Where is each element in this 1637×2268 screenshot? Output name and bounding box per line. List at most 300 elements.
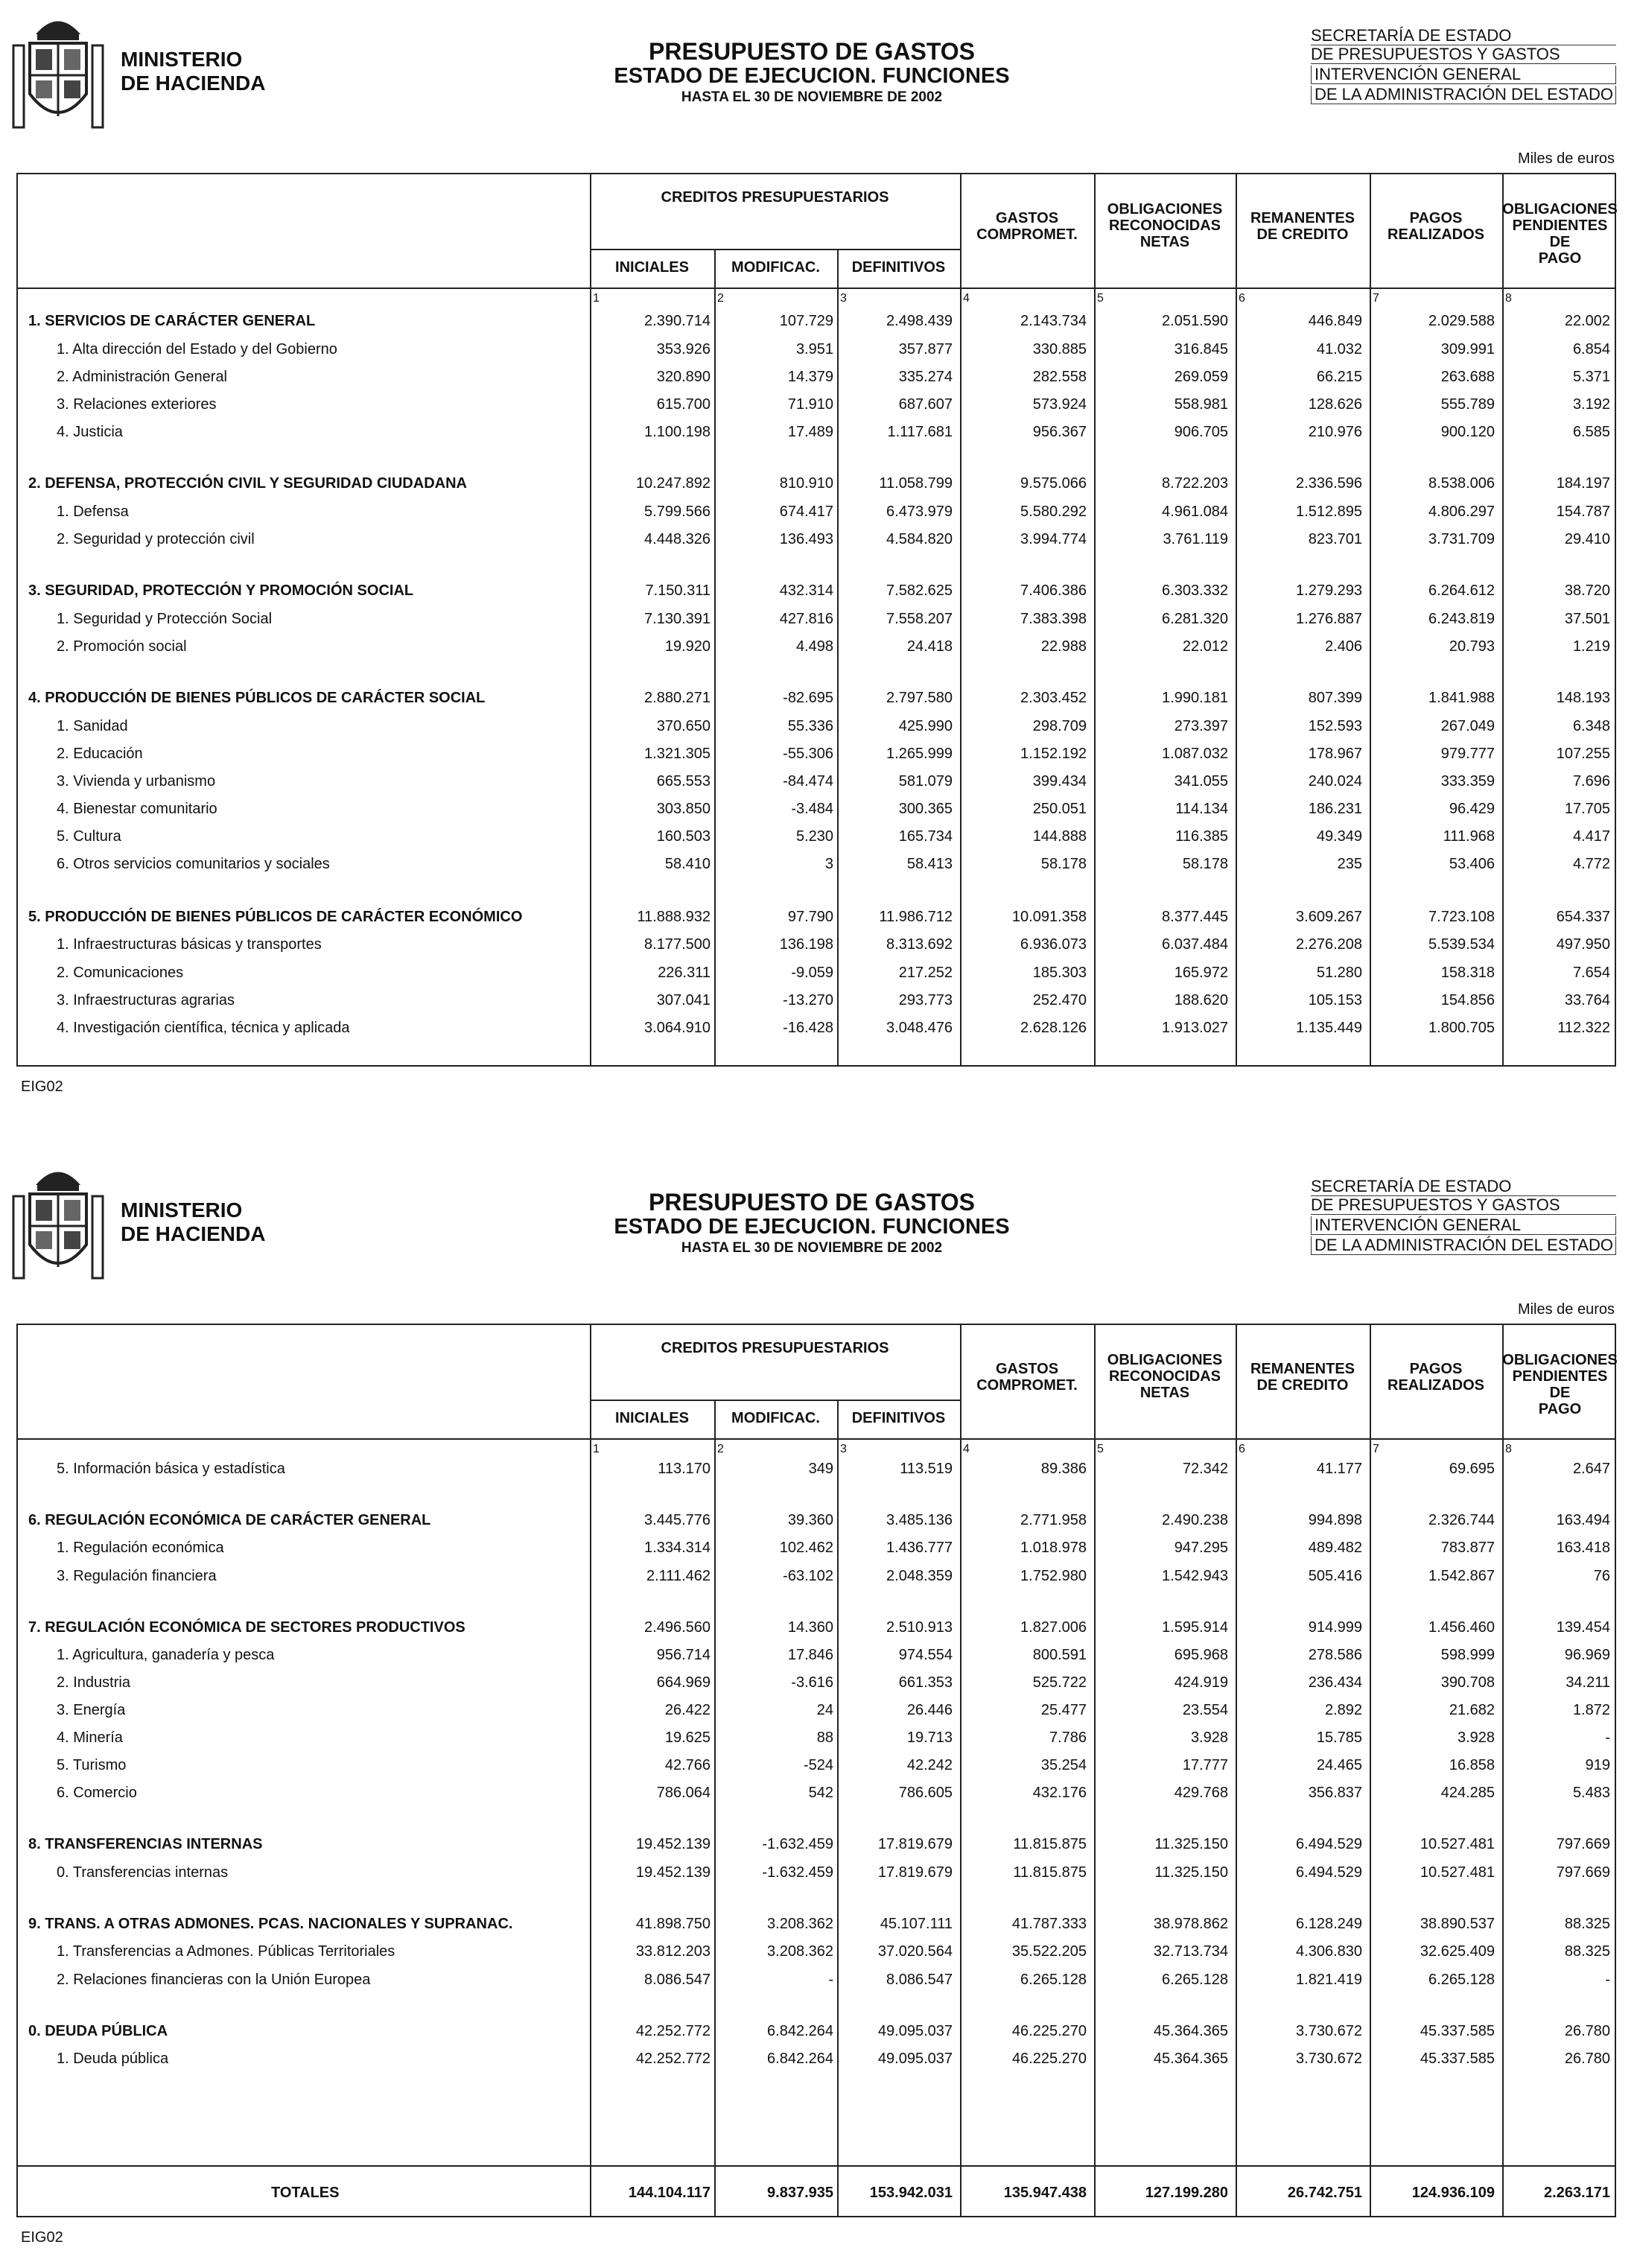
cell-value: 6.842.264 bbox=[767, 2023, 833, 2039]
cell-value: 6.842.264 bbox=[767, 2051, 833, 2067]
cell-value: 96.429 bbox=[1449, 801, 1495, 817]
header-modificac: MODIFICAC. bbox=[731, 1410, 820, 1426]
table-group-row bbox=[18, 1911, 1618, 1937]
cell-value: 282.558 bbox=[1032, 369, 1087, 385]
page-2 bbox=[0, 1151, 1637, 2268]
table-row bbox=[18, 741, 1618, 766]
cell-value: 3 bbox=[824, 856, 833, 872]
cell-value: 316.845 bbox=[1174, 341, 1228, 358]
cell-value: 4.961.084 bbox=[1162, 504, 1228, 520]
cell-value: 3.761.119 bbox=[1163, 531, 1228, 547]
cell-value: 1.135.449 bbox=[1296, 1020, 1362, 1036]
cell-value: 7.654 bbox=[1572, 965, 1610, 981]
cell-value: 6.854 bbox=[1572, 341, 1610, 358]
ministry-name: MINISTERIO DE HACIENDA bbox=[121, 1198, 266, 1245]
header-pagos: PAGOS REALIZADOS bbox=[1388, 210, 1484, 243]
cell-value: 807.399 bbox=[1308, 690, 1362, 706]
cell-value: -84.474 bbox=[783, 773, 833, 790]
column-number: 3 bbox=[840, 1443, 847, 1455]
cell-value: 6.265.128 bbox=[1162, 1972, 1228, 1988]
cell-value: 5.230 bbox=[795, 828, 833, 845]
cell-value: 956.714 bbox=[656, 1647, 711, 1663]
cell-value: 2.510.913 bbox=[886, 1619, 953, 1636]
table-row bbox=[18, 769, 1618, 794]
table-group-row bbox=[18, 578, 1618, 603]
report-date: HASTA EL 30 DE NOVIEMBRE DE 2002 bbox=[681, 1240, 943, 1256]
cell-value: 45.107.111 bbox=[880, 1916, 953, 1932]
cell-value: 96.969 bbox=[1564, 1647, 1610, 1663]
cell-value: 41.787.333 bbox=[1011, 1916, 1087, 1932]
cell-value: 89.386 bbox=[1040, 1461, 1087, 1477]
cell-value: 42.242 bbox=[906, 1757, 953, 1773]
cell-value: 19.452.139 bbox=[635, 1836, 711, 1852]
cell-value: 555.789 bbox=[1440, 396, 1495, 413]
cell-value: 1.800.705 bbox=[1428, 1020, 1495, 1036]
row-label: 2. Educación bbox=[57, 746, 143, 762]
row-label: 1. Deuda pública bbox=[57, 2051, 169, 2067]
cell-value: 37.501 bbox=[1564, 611, 1610, 627]
cell-value: 446.849 bbox=[1308, 313, 1362, 329]
cell-value: 11.325.150 bbox=[1154, 1864, 1228, 1881]
header-iniciales: INICIALES bbox=[615, 259, 689, 276]
cell-value: 10.247.892 bbox=[635, 475, 711, 492]
cell-value: 1.321.305 bbox=[644, 746, 711, 762]
cell-value: 7.582.625 bbox=[886, 582, 953, 599]
cell-value: 11.815.875 bbox=[1013, 1864, 1087, 1881]
cell-value: 810.910 bbox=[779, 475, 833, 492]
cell-value: 144.888 bbox=[1032, 828, 1087, 845]
table-row bbox=[18, 364, 1618, 390]
cell-value: 2.797.580 bbox=[886, 690, 953, 706]
cell-value: 26.422 bbox=[664, 1702, 711, 1718]
cell-value: 919 bbox=[1585, 1757, 1610, 1773]
table-row bbox=[18, 527, 1618, 552]
cell-value: 1.018.978 bbox=[1020, 1540, 1087, 1556]
cell-value: 525.722 bbox=[1032, 1674, 1087, 1691]
cell-value: 615.700 bbox=[656, 396, 711, 413]
cell-value: -63.102 bbox=[783, 1568, 833, 1584]
table-row bbox=[18, 1535, 1618, 1560]
cell-value: 58.413 bbox=[906, 856, 953, 872]
units-label: Miles de euros bbox=[1517, 1301, 1615, 1318]
header-remanentes: REMANENTES DE CREDITO bbox=[1250, 1361, 1355, 1394]
cell-value: 45.364.365 bbox=[1153, 2051, 1228, 2067]
cell-value: 71.910 bbox=[787, 396, 833, 413]
column-number: 8 bbox=[1505, 292, 1512, 305]
cell-value: 17.777 bbox=[1182, 1757, 1228, 1773]
cell-value: 46.225.270 bbox=[1011, 2051, 1087, 2067]
cell-value: 1.219 bbox=[1572, 638, 1610, 655]
cell-value: 3.731.709 bbox=[1428, 531, 1495, 547]
table-row bbox=[18, 499, 1618, 524]
cell-value: 4.772 bbox=[1572, 856, 1610, 872]
header-iniciales: INICIALES bbox=[615, 1410, 689, 1426]
cell-value: 38.890.537 bbox=[1420, 1916, 1495, 1932]
row-label: 6. REGULACIÓN ECONÓMICA DE CARÁCTER GENERAL bbox=[28, 1512, 431, 1528]
cell-value: 26.446 bbox=[906, 1702, 953, 1718]
cell-value: 53.406 bbox=[1449, 856, 1495, 872]
cell-value: -55.306 bbox=[783, 746, 833, 762]
cell-value: 7.558.207 bbox=[886, 611, 953, 627]
cell-value: 6.128.249 bbox=[1296, 1916, 1362, 1932]
cell-value: 1.265.999 bbox=[886, 746, 953, 762]
cell-value: 900.120 bbox=[1440, 424, 1495, 440]
cell-value: 2.029.588 bbox=[1428, 313, 1495, 329]
table-row bbox=[18, 392, 1618, 417]
cell-value: 1.512.895 bbox=[1296, 504, 1362, 520]
cell-value: 154.787 bbox=[1556, 504, 1610, 520]
cell-value: 800.591 bbox=[1032, 1647, 1087, 1663]
cell-value: 8.722.203 bbox=[1162, 475, 1228, 492]
table-row bbox=[18, 634, 1618, 659]
cell-value: 2.390.714 bbox=[644, 313, 711, 329]
cell-value: -3.616 bbox=[791, 1674, 833, 1691]
cell-value: 178.967 bbox=[1308, 746, 1362, 762]
table-group-row bbox=[18, 904, 1618, 930]
cell-value: 66.215 bbox=[1316, 369, 1362, 385]
totals-remanentes: 26.742.751 bbox=[1287, 2185, 1362, 2201]
row-label: 4. PRODUCCIÓN DE BIENES PÚBLICOS DE CARÁCTER SOCIAL bbox=[28, 690, 486, 706]
cell-value: 2.303.452 bbox=[1020, 690, 1087, 706]
cell-value: 17.819.679 bbox=[877, 1864, 953, 1881]
cell-value: 797.669 bbox=[1556, 1836, 1610, 1852]
page-1 bbox=[0, 0, 1637, 1117]
cell-value: 160.503 bbox=[656, 828, 711, 845]
issuing-office: SECRETARÍA DE ESTADO DE PRESUPUESTOS Y GASTOS INTERVENCIÓN GENERAL DE LA ADMINISTRACIÓN DEL ESTADO bbox=[1311, 27, 1616, 104]
cell-value: 24.465 bbox=[1316, 1757, 1362, 1773]
column-number: 6 bbox=[1239, 1443, 1245, 1455]
coat-of-arms-logo bbox=[6, 1155, 110, 1289]
budget-table bbox=[16, 1324, 1616, 2217]
table-row bbox=[18, 1697, 1618, 1723]
cell-value: 55.336 bbox=[787, 718, 833, 734]
cell-value: 17.846 bbox=[787, 1647, 833, 1663]
cell-value: 6.243.819 bbox=[1428, 611, 1495, 627]
cell-value: 1.913.027 bbox=[1162, 1020, 1228, 1036]
cell-value: 11.986.712 bbox=[879, 909, 953, 925]
cell-value: 9.575.066 bbox=[1020, 475, 1087, 492]
cell-value: 49.095.037 bbox=[877, 2023, 953, 2039]
cell-value: 107.729 bbox=[779, 313, 833, 329]
totals-label: TOTALES bbox=[271, 2185, 340, 2201]
cell-value: - bbox=[828, 1972, 833, 1988]
header-gastos: GASTOS COMPROMET. bbox=[976, 210, 1078, 243]
cell-value: 88 bbox=[816, 1729, 833, 1746]
cell-value: 349 bbox=[808, 1461, 833, 1477]
cell-value: 21.682 bbox=[1449, 1702, 1495, 1718]
cell-value: 41.032 bbox=[1316, 341, 1362, 358]
cell-value: 1.542.943 bbox=[1162, 1568, 1228, 1584]
table-row bbox=[18, 824, 1618, 849]
cell-value: 432.176 bbox=[1032, 1785, 1087, 1801]
cell-value: 72.342 bbox=[1182, 1461, 1228, 1477]
cell-value: 558.981 bbox=[1174, 396, 1228, 413]
cell-value: 6.037.484 bbox=[1162, 936, 1228, 953]
cell-value: 269.059 bbox=[1174, 369, 1228, 385]
column-number: 2 bbox=[717, 1443, 724, 1455]
cell-value: 4.806.297 bbox=[1428, 504, 1495, 520]
cell-value: 105.153 bbox=[1308, 992, 1362, 1008]
cell-value: 6.303.332 bbox=[1162, 582, 1228, 599]
row-label: 6. Otros servicios comunitarios y sociales bbox=[57, 856, 330, 872]
cell-value: 994.898 bbox=[1308, 1512, 1362, 1528]
cell-value: 11.888.932 bbox=[637, 909, 711, 925]
cell-value: 8.538.006 bbox=[1428, 475, 1495, 492]
cell-value: 974.554 bbox=[898, 1647, 953, 1663]
cell-value: 45.364.365 bbox=[1153, 2023, 1228, 2039]
cell-value: 674.417 bbox=[779, 504, 833, 520]
cell-value: 956.367 bbox=[1032, 424, 1087, 440]
cell-value: 390.708 bbox=[1440, 1674, 1495, 1691]
row-label: 4. Investigación científica, técnica y aplicada bbox=[57, 1020, 350, 1036]
cell-value: 15.785 bbox=[1316, 1729, 1362, 1746]
cell-value: 2.647 bbox=[1572, 1461, 1610, 1477]
cell-value: 128.626 bbox=[1308, 396, 1362, 413]
cell-value: 6.585 bbox=[1572, 424, 1610, 440]
cell-value: -16.428 bbox=[783, 1020, 833, 1036]
cell-value: 399.434 bbox=[1032, 773, 1087, 790]
cell-value: 370.650 bbox=[656, 718, 711, 734]
cell-value: -13.270 bbox=[783, 992, 833, 1008]
row-label: 3. Energía bbox=[57, 1702, 126, 1718]
cell-value: 165.972 bbox=[1174, 965, 1228, 981]
cell-value: -82.695 bbox=[783, 690, 833, 706]
row-label: 2. Industria bbox=[57, 1674, 130, 1691]
table-row bbox=[18, 1753, 1618, 1778]
cell-value: 298.709 bbox=[1032, 718, 1087, 734]
cell-value: 6.494.529 bbox=[1296, 1864, 1362, 1881]
cell-value: 2.051.590 bbox=[1162, 313, 1228, 329]
cell-value: -524 bbox=[803, 1757, 833, 1773]
column-number: 5 bbox=[1097, 1443, 1104, 1455]
cell-value: 8.086.547 bbox=[886, 1972, 953, 1988]
cell-value: 7.150.311 bbox=[645, 582, 711, 599]
cell-value: 184.197 bbox=[1556, 475, 1610, 492]
cell-value: 25.477 bbox=[1040, 1702, 1087, 1718]
cell-value: 307.041 bbox=[656, 992, 711, 1008]
header-obligaciones: OBLIGACIONES RECONOCIDAS NETAS bbox=[1107, 201, 1223, 250]
header-creditos: CREDITOS PRESUPUESTARIOS bbox=[661, 1340, 889, 1356]
cell-value: 139.454 bbox=[1556, 1619, 1610, 1636]
table-group-row bbox=[18, 685, 1618, 711]
issuing-office: SECRETARÍA DE ESTADO DE PRESUPUESTOS Y GASTOS INTERVENCIÓN GENERAL DE LA ADMINISTRACIÓN DEL ESTADO bbox=[1311, 1178, 1616, 1255]
cell-value: 4.417 bbox=[1572, 828, 1610, 845]
row-label: 0. DEUDA PÚBLICA bbox=[28, 2023, 168, 2039]
row-label: 2. Administración General bbox=[57, 369, 228, 385]
table-group-row bbox=[18, 1832, 1618, 1857]
form-code: EIG02 bbox=[21, 1079, 63, 1095]
cell-value: 1.595.914 bbox=[1162, 1619, 1228, 1636]
cell-value: 2.880.271 bbox=[644, 690, 711, 706]
row-label: 6. Comercio bbox=[57, 1785, 137, 1801]
cell-value: 947.295 bbox=[1174, 1540, 1228, 1556]
cell-value: 7.786 bbox=[1049, 1729, 1087, 1746]
row-label: 3. Vivienda y urbanismo bbox=[57, 773, 216, 790]
table-group-row bbox=[18, 1615, 1618, 1640]
header-obligaciones: OBLIGACIONES RECONOCIDAS NETAS bbox=[1107, 1352, 1223, 1401]
cell-value: -9.059 bbox=[791, 965, 833, 981]
cell-value: 4.448.326 bbox=[644, 531, 711, 547]
cell-value: 267.049 bbox=[1440, 718, 1495, 734]
cell-value: 497.950 bbox=[1556, 936, 1610, 953]
table-row bbox=[18, 1780, 1618, 1805]
cell-value: 3.730.672 bbox=[1296, 2023, 1362, 2039]
cell-value: 6.264.612 bbox=[1428, 582, 1495, 599]
cell-value: 38.978.862 bbox=[1153, 1916, 1228, 1932]
cell-value: 263.688 bbox=[1440, 369, 1495, 385]
cell-value: 113.170 bbox=[658, 1461, 711, 1477]
cell-value: 1.100.198 bbox=[644, 424, 711, 440]
cell-value: 3.928 bbox=[1190, 1729, 1228, 1746]
cell-value: 107.255 bbox=[1556, 746, 1610, 762]
row-label: 1. SERVICIOS DE CARÁCTER GENERAL bbox=[28, 313, 316, 329]
cell-value: 3.192 bbox=[1572, 396, 1610, 413]
cell-value: 573.924 bbox=[1032, 396, 1087, 413]
totals-obligaciones: 127.199.280 bbox=[1145, 2185, 1228, 2201]
cell-value: 226.311 bbox=[658, 965, 711, 981]
cell-value: 186.231 bbox=[1308, 801, 1362, 817]
row-label: 2. DEFENSA, PROTECCIÓN CIVIL Y SEGURIDAD CIUDADANA bbox=[28, 475, 467, 492]
cell-value: 2.336.596 bbox=[1296, 475, 1362, 492]
cell-value: 33.812.203 bbox=[635, 1943, 711, 1960]
cell-value: 1.334.314 bbox=[644, 1540, 711, 1556]
header-remanentes: REMANENTES DE CREDITO bbox=[1250, 210, 1355, 243]
table-row bbox=[18, 932, 1618, 957]
row-label: 9. TRANS. A OTRAS ADMONES. PCAS. NACIONALES Y SUPRANAC. bbox=[28, 1916, 513, 1932]
row-label: 1. Sanidad bbox=[57, 718, 128, 734]
header-pendientes: OBLIGACIONES PENDIENTES DE PAGO bbox=[1502, 201, 1618, 267]
cell-value: 7.383.398 bbox=[1020, 611, 1087, 627]
cell-value: 278.586 bbox=[1308, 1647, 1362, 1663]
row-label: 5. Turismo bbox=[57, 1757, 127, 1773]
cell-value: 158.318 bbox=[1440, 965, 1495, 981]
cell-value: 273.397 bbox=[1174, 718, 1228, 734]
table-row bbox=[18, 1670, 1618, 1695]
totals-row bbox=[18, 2180, 1618, 2205]
cell-value: 3.445.776 bbox=[644, 1512, 711, 1528]
cell-value: 2.048.359 bbox=[886, 1568, 953, 1584]
column-number: 4 bbox=[963, 1443, 970, 1455]
cell-value: 293.773 bbox=[898, 992, 953, 1008]
cell-value: 32.713.734 bbox=[1153, 1943, 1228, 1960]
cell-value: 3.208.362 bbox=[767, 1943, 833, 1960]
table-row bbox=[18, 1725, 1618, 1750]
row-label: 1. Defensa bbox=[57, 504, 129, 520]
table-row bbox=[18, 960, 1618, 985]
cell-value: 22.988 bbox=[1040, 638, 1087, 655]
cell-value: 14.360 bbox=[787, 1619, 833, 1636]
header-pendientes: OBLIGACIONES PENDIENTES DE PAGO bbox=[1502, 1352, 1618, 1417]
table-group-row bbox=[18, 471, 1618, 496]
cell-value: 6.265.128 bbox=[1428, 1972, 1495, 1988]
cell-value: 45.337.585 bbox=[1420, 2051, 1495, 2067]
cell-value: 1.456.460 bbox=[1428, 1619, 1495, 1636]
cell-value: 2.406 bbox=[1324, 638, 1362, 655]
cell-value: 10.527.481 bbox=[1420, 1836, 1495, 1852]
cell-value: 335.274 bbox=[898, 369, 953, 385]
cell-value: 3.609.267 bbox=[1296, 909, 1362, 925]
row-label: 3. Infraestructuras agrarias bbox=[57, 992, 235, 1008]
cell-value: 20.793 bbox=[1449, 638, 1495, 655]
cell-value: 5.483 bbox=[1572, 1785, 1610, 1801]
cell-value: 39.360 bbox=[787, 1512, 833, 1528]
header-modificac: MODIFICAC. bbox=[731, 259, 820, 276]
column-number: 3 bbox=[840, 292, 847, 305]
cell-value: -1.632.459 bbox=[762, 1836, 833, 1852]
column-number: 2 bbox=[717, 292, 724, 305]
table-row bbox=[18, 714, 1618, 739]
cell-value: 598.999 bbox=[1440, 1647, 1495, 1663]
table-row bbox=[18, 337, 1618, 362]
cell-value: 16.858 bbox=[1449, 1757, 1495, 1773]
column-number: 7 bbox=[1373, 1443, 1379, 1455]
cell-value: 41.177 bbox=[1316, 1461, 1362, 1477]
cell-value: 7.130.391 bbox=[644, 611, 711, 627]
cell-value: 42.252.772 bbox=[635, 2051, 711, 2067]
row-label: 1. Infraestructuras básicas y transportes bbox=[57, 936, 322, 953]
cell-value: 427.816 bbox=[779, 611, 833, 627]
header-creditos: CREDITOS PRESUPUESTARIOS bbox=[661, 189, 889, 206]
cell-value: 1.087.032 bbox=[1162, 746, 1228, 762]
row-label: 2. Comunicaciones bbox=[57, 965, 184, 981]
cell-value: 49.095.037 bbox=[877, 2051, 953, 2067]
cell-value: 154.856 bbox=[1440, 992, 1495, 1008]
units-label: Miles de euros bbox=[1517, 150, 1615, 167]
row-label: 1. Seguridad y Protección Social bbox=[57, 611, 273, 627]
cell-value: 49.349 bbox=[1316, 828, 1362, 845]
cell-value: 19.920 bbox=[664, 638, 711, 655]
table-group-row bbox=[18, 1508, 1618, 1533]
header-definitivos: DEFINITIVOS bbox=[851, 1410, 946, 1426]
cell-value: 14.379 bbox=[787, 369, 833, 385]
row-label: 1. Transferencias a Admones. Públicas Territoriales bbox=[57, 1943, 395, 1960]
cell-value: 46.225.270 bbox=[1011, 2023, 1087, 2039]
column-number: 8 bbox=[1505, 1443, 1512, 1455]
cell-value: 1.436.777 bbox=[886, 1540, 953, 1556]
cell-value: 300.365 bbox=[898, 801, 953, 817]
cell-value: 58.178 bbox=[1040, 856, 1087, 872]
row-label: 5. Información básica y estadística bbox=[57, 1461, 285, 1477]
cell-value: 152.593 bbox=[1308, 718, 1362, 734]
table-row bbox=[18, 988, 1618, 1013]
cell-value: 353.926 bbox=[656, 341, 711, 358]
totals-pendientes: 2.263.171 bbox=[1544, 2185, 1610, 2201]
cell-value: 240.024 bbox=[1308, 773, 1362, 790]
cell-value: 3.994.774 bbox=[1020, 531, 1087, 547]
cell-value: 797.669 bbox=[1556, 1864, 1610, 1881]
cell-value: 24 bbox=[816, 1702, 833, 1718]
coat-of-arms-logo bbox=[6, 4, 110, 139]
row-label: 1. Regulación económica bbox=[57, 1540, 224, 1556]
table-group-row bbox=[18, 2018, 1618, 2044]
cell-value: 3.485.136 bbox=[886, 1512, 953, 1528]
cell-value: 661.353 bbox=[898, 1674, 953, 1691]
cell-value: 1.279.293 bbox=[1296, 582, 1362, 599]
cell-value: 424.285 bbox=[1440, 1785, 1495, 1801]
cell-value: 2.628.126 bbox=[1020, 1020, 1087, 1036]
cell-value: 783.877 bbox=[1440, 1540, 1495, 1556]
cell-value: 2.498.439 bbox=[886, 313, 953, 329]
cell-value: 22.012 bbox=[1182, 638, 1228, 655]
cell-value: 51.280 bbox=[1316, 965, 1362, 981]
cell-value: 1.990.181 bbox=[1162, 690, 1228, 706]
cell-value: 2.143.734 bbox=[1020, 313, 1087, 329]
report-title-block bbox=[521, 39, 1102, 107]
table-row bbox=[18, 1967, 1618, 1992]
cell-value: 6.348 bbox=[1572, 718, 1610, 734]
cell-value: 1.827.006 bbox=[1020, 1619, 1087, 1636]
cell-value: 23.554 bbox=[1182, 1702, 1228, 1718]
